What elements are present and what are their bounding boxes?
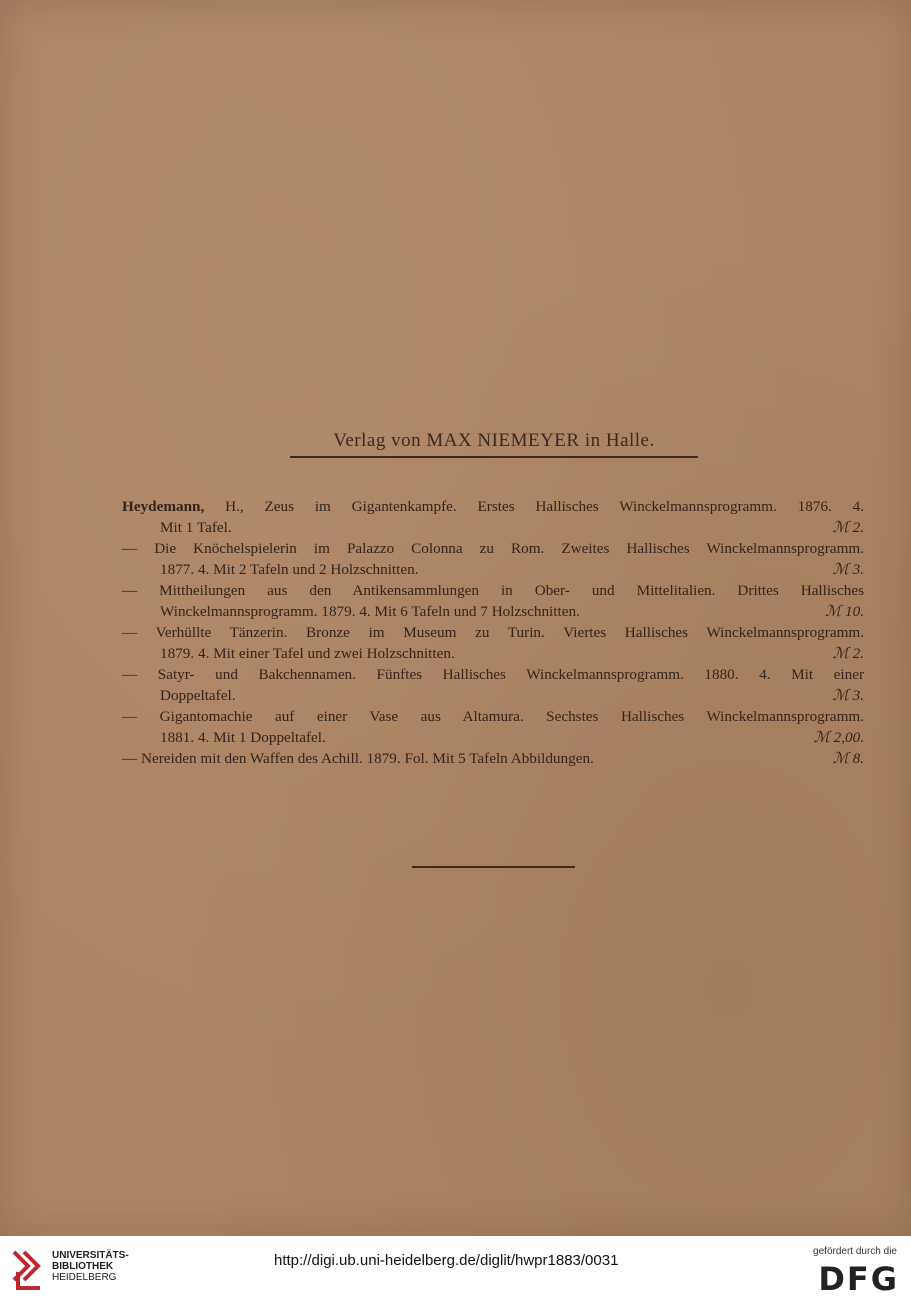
entry-line bbox=[122, 685, 864, 706]
publication-entry bbox=[122, 748, 864, 769]
entry-text: — Gigantomachie auf einer Vase aus Altamura. Sechstes Hallisches Winckelmannsprogramm. bbox=[122, 708, 864, 725]
publication-entry bbox=[122, 496, 864, 538]
publication-entry bbox=[122, 538, 864, 580]
entry-text: 1877. 4. Mit 2 Tafeln und 2 Holzschnitten. bbox=[160, 561, 419, 578]
publication-entry bbox=[122, 706, 864, 748]
entry-line bbox=[122, 580, 864, 601]
entry-line bbox=[122, 538, 864, 559]
entry-text: 1881. 4. Mit 1 Doppeltafel. bbox=[160, 729, 326, 746]
publication-list bbox=[122, 496, 864, 769]
university-library-logo-icon bbox=[10, 1246, 46, 1292]
entry-price: ℳ 3. bbox=[832, 687, 864, 704]
entry-line bbox=[122, 643, 864, 664]
entry-line bbox=[122, 601, 864, 622]
entry-text: Mit 1 Tafel. bbox=[160, 519, 232, 536]
entry-line bbox=[122, 727, 864, 748]
publication-entry bbox=[122, 580, 864, 622]
publication-entry bbox=[122, 622, 864, 664]
entry-text: Doppeltafel. bbox=[160, 687, 236, 704]
entry-line bbox=[122, 559, 864, 580]
entry-price: ℳ 2. bbox=[832, 519, 864, 536]
entry-line bbox=[122, 517, 864, 538]
entry-text: — Nereiden mit den Waffen des Achill. 1879. Fol. Mit 5 Tafeln Abbildungen. bbox=[122, 750, 594, 767]
entry-price: ℳ 3. bbox=[832, 561, 864, 578]
entry-line bbox=[122, 748, 864, 769]
entry-price: ℳ 2,00. bbox=[813, 729, 864, 746]
entry-line bbox=[122, 622, 864, 643]
dfg-logo: DFG bbox=[818, 1260, 899, 1298]
publication-entry bbox=[122, 664, 864, 706]
entry-author: Heydemann, bbox=[122, 498, 205, 515]
library-name-line3: HEIDELBERG bbox=[52, 1272, 117, 1283]
entry-text: H., Zeus im Gigantenkampfe. Erstes Hallisches Winckelmannsprogramm. 1876. 4. bbox=[204, 498, 864, 515]
entry-price: ℳ 10. bbox=[824, 603, 864, 620]
closing-rule bbox=[412, 866, 575, 868]
entry-line bbox=[122, 496, 864, 517]
entry-text: — Die Knöchelspielerin im Palazzo Colonna zu Rom. Zweites Hallisches Winckelmannsprogramm. bbox=[122, 540, 864, 557]
entry-text: 1879. 4. Mit einer Tafel und zwei Holzschnitten. bbox=[160, 645, 455, 662]
viewer-footer bbox=[0, 1236, 911, 1301]
entry-text: — Satyr- und Bakchennamen. Fünftes Hallisches Winckelmannsprogramm. 1880. 4. Mit einer bbox=[122, 666, 864, 683]
entry-text: — Mittheilungen aus den Antikensammlungen in Ober- und Mittelitalien. Drittes Hallisches bbox=[122, 582, 864, 599]
publisher-heading: Verlag von MAX NIEMEYER in Halle. bbox=[290, 430, 698, 458]
entry-line bbox=[122, 664, 864, 685]
library-name bbox=[52, 1250, 129, 1283]
entry-price: ℳ 2. bbox=[832, 645, 864, 662]
entry-text: Winckelmannsprogramm. 1879. 4. Mit 6 Tafeln und 7 Holzschnitten. bbox=[160, 603, 580, 620]
library-name-line1: UNIVERSITÄTS- bbox=[52, 1250, 129, 1261]
entry-line bbox=[122, 706, 864, 727]
entry-price: ℳ 8. bbox=[832, 750, 864, 767]
library-name-line2: BIBLIOTHEK bbox=[52, 1261, 114, 1272]
entry-text: — Verhüllte Tänzerin. Bronze im Museum zu Turin. Viertes Hallisches Winckelmannsprogramm. bbox=[122, 624, 864, 641]
funded-by-label: gefördert durch die bbox=[813, 1246, 897, 1257]
permalink-url[interactable]: http://digi.ub.uni-heidelberg.de/diglit/hwpr1883/0031 bbox=[274, 1252, 619, 1269]
